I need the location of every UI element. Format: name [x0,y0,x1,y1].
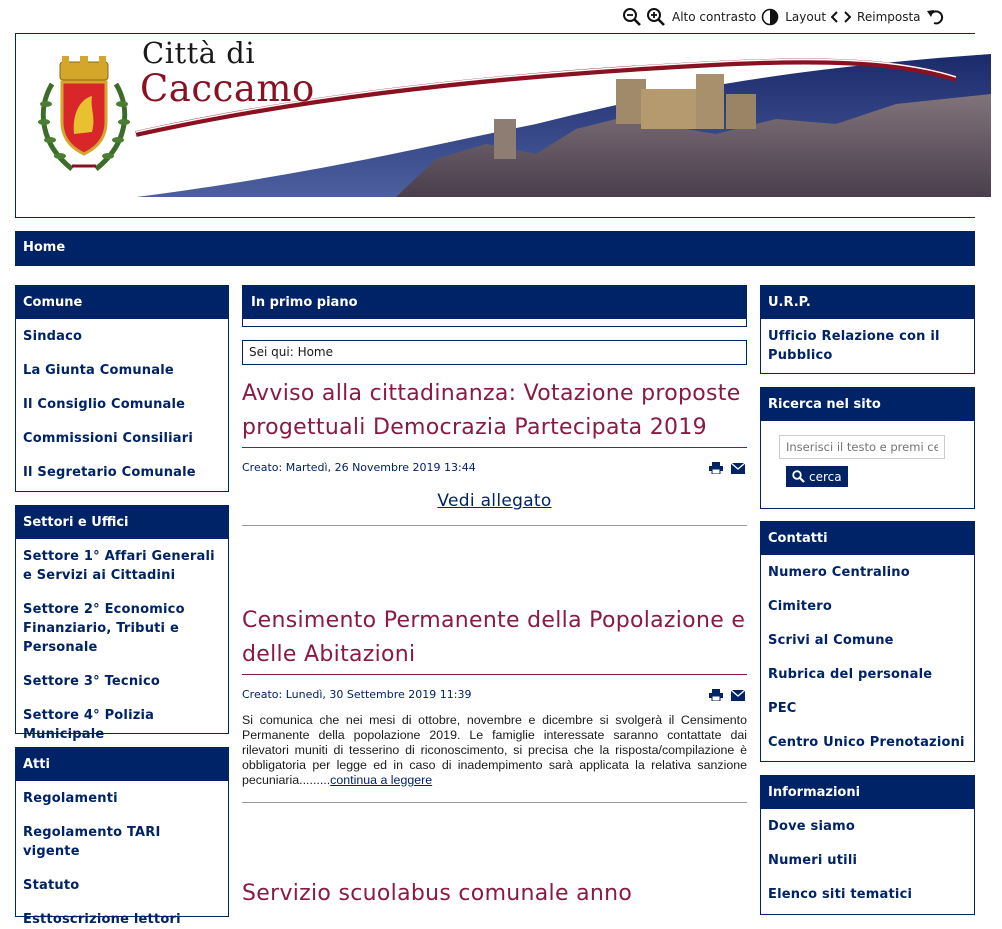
informazioni-menu [761,817,974,904]
menu-item-settore-3[interactable]: Settore 3° Tecnico [23,674,160,689]
menu-item-lettori[interactable]: Esttoscrizione lettori [23,912,181,927]
contrast-link[interactable]: Alto contrasto [672,10,757,24]
search-button-label: cerca [809,469,842,484]
search-box-title: Ricerca nel sito [761,388,974,421]
atti-box [15,747,229,927]
comune-box [15,285,229,492]
email-icon[interactable] [731,689,745,707]
menu-item-consiglio[interactable]: Il Consiglio Comunale [23,397,186,412]
nav-home-link[interactable]: Home [23,240,66,255]
article-date: Creato: Martedì, 26 Novembre 2019 13:44 [242,461,476,474]
menu-item-commissioni[interactable]: Commissioni Consiliari [23,431,193,446]
menu-item-settore-2[interactable]: Settore 2° Economico Finanziario, Tributi e Personale [23,602,185,655]
contatti-menu [761,563,974,752]
print-icon[interactable] [709,689,723,707]
zoom-out-icon[interactable] [622,7,642,27]
attachment-link[interactable]: Vedi allegato [437,491,552,511]
menu-item-dove-siamo[interactable]: Dove siamo [768,819,855,834]
article-2 [242,604,747,803]
reset-link[interactable]: Reimposta [857,10,921,24]
reset-icon[interactable] [926,8,946,26]
header-city-label: Città di [142,36,256,70]
article-actions [709,689,745,707]
menu-item-siti-tematici[interactable]: Elenco siti tematici [768,887,913,902]
search-input[interactable] [779,435,945,459]
menu-item-cimitero[interactable]: Cimitero [768,599,832,614]
article-title[interactable]: Avviso alla cittadinanza: Votazione proposte progettuali Democrazia Partecipata 2019 [242,381,741,440]
menu-item-pec[interactable]: PEC [768,701,797,716]
article-3 [242,877,747,911]
urp-menu [761,327,974,365]
informazioni-box [760,775,975,915]
zoom-in-icon[interactable] [646,7,666,27]
menu-item-settore-4[interactable]: Settore 4° Polizia Municipale [23,708,155,742]
settori-box [15,505,229,742]
article-title[interactable]: Censimento Permanente della Popolazione e delle Abitazioni [242,608,746,667]
accessibility-toolbar [622,6,950,28]
menu-item-sindaco[interactable]: Sindaco [23,329,83,344]
menu-item-giunta[interactable]: La Giunta Comunale [23,363,174,378]
search-button[interactable] [786,466,848,487]
menu-item-urp[interactable]: Ufficio Relazione con il Pubblico [768,329,940,363]
urp-box-title: U.R.P. [761,286,974,319]
layout-arrows-icon[interactable] [831,9,851,25]
site-header [15,33,975,218]
article-meta [242,459,747,477]
breadcrumb: Sei qui: Home [242,340,747,365]
settori-menu [16,547,228,744]
header-city-name: Caccamo [140,67,315,110]
menu-item-numeri-utili[interactable]: Numeri utili [768,853,858,868]
contatti-box [760,521,975,762]
menu-item-regolamenti[interactable]: Regolamenti [23,791,118,806]
contrast-icon[interactable] [761,8,779,26]
primo-piano-box [242,285,747,327]
article-actions [709,462,745,480]
city-crest-icon [32,54,136,188]
urp-box [760,285,975,374]
email-icon[interactable] [731,462,745,480]
menu-item-segretario[interactable]: Il Segretario Comunale [23,465,196,480]
menu-item-scrivi[interactable]: Scrivi al Comune [768,633,894,648]
menu-item-centralino[interactable]: Numero Centralino [768,565,910,580]
read-more-link[interactable]: continua a leggere [330,773,433,787]
menu-item-rubrica[interactable]: Rubrica del personale [768,667,933,682]
menu-item-tari[interactable]: Regolamento TARI vigente [23,825,161,859]
settori-box-title: Settori e Uffici [16,506,228,539]
atti-box-title: Atti [16,748,228,781]
layout-link[interactable]: Layout [785,10,827,24]
comune-box-title: Comune [16,286,228,319]
contatti-box-title: Contatti [761,522,974,555]
article-date: Creato: Lunedì, 30 Settembre 2019 11:39 [242,688,472,701]
menu-item-statuto[interactable]: Statuto [23,878,80,893]
print-icon[interactable] [709,462,723,480]
search-icon [792,470,805,483]
main-content [242,285,747,906]
article-title[interactable]: Servizio scuolabus comunale anno [242,881,633,906]
informazioni-box-title: Informazioni [761,776,974,809]
comune-menu [16,327,228,482]
menu-item-cup[interactable]: Centro Unico Prenotazioni [768,735,965,750]
main-navbar [15,231,975,266]
primo-piano-title: In primo piano [243,286,746,319]
article-1 [242,377,747,526]
article-body: Si comunica che nei mesi di ottobre, novembre e dicembre si svolgerà il Censimento Permanente della popolazione 2019. Le famiglie interessate saranno contattate dai rilevatori muniti di tesserino di riconoscimento, si precisa che la risposta/compilazione è obbligatoria per legge ed in caso di inadempimento sarà applicata la relativa sanzione pecuniaria.........continua a leggere [242,713,747,787]
menu-item-settore-1[interactable]: Settore 1° Affari Generali e Servizi ai Cittadini [23,549,215,583]
article-meta [242,686,747,704]
search-box [760,387,975,509]
header-banner [16,34,991,197]
atti-menu [16,789,228,929]
